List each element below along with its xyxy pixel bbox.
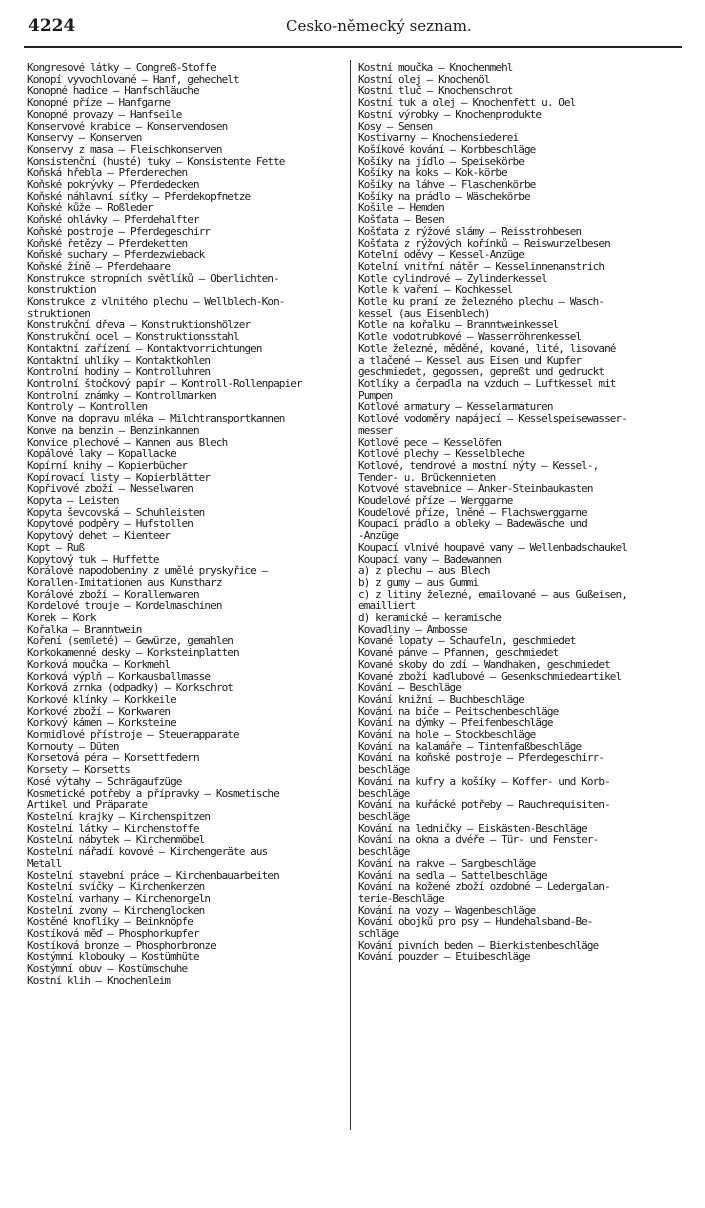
index-entry: Kopytový tuk — Huffette [27, 553, 159, 566]
index-entry: Košťata z rýžových kořínků — Reiswurzelbesen [358, 237, 610, 250]
index-entry: Kotlové, tendrové a mostní nýty — Kessel-, [358, 459, 599, 472]
index-entry: Konopné provazy — Hanfseile [27, 108, 182, 121]
index-entry: b) z gumy — aus Gummi [358, 576, 479, 589]
index-entry: a tlačené — Kessel aus Eisen und Kupfer [358, 354, 582, 367]
index-entry: Košíky na koks — Kok-körbe [358, 167, 507, 180]
index-entry: Kosé výtahy — Schrägaufzüge [27, 775, 182, 788]
index-entry: Metall [27, 857, 62, 870]
index-entry: Kostelní krajky — Kirchenspitzen [27, 811, 211, 823]
index-entry: Kované zboží kadlubové — Gesenkschmiedeartikel [358, 670, 622, 683]
index-entry: Kontrolní štočkový papír — Kontroll-Rollenpapier [27, 377, 302, 390]
index-entry: Kotlové plechy — Kesselbleche [358, 448, 524, 460]
index-entry: Kování na okna a dvéře — Tür- und Fenster- [358, 834, 599, 847]
index-entry: Kostelní varhany — Kirchenorgeln [27, 892, 211, 905]
index-entry: Korálové zboží — Korallenwaren [27, 588, 199, 601]
index-entry: Konstrukční dřeva — Konstruktionshölzer [27, 319, 251, 332]
index-entry: Kostelní zvony — Kirchenglocken [27, 904, 205, 917]
index-entry: Korková moučka — Korkmehl [27, 658, 171, 671]
index-entry: Košťata z rýžové slámy — Reisstrohbesen [358, 225, 582, 238]
index-entry: Kování na ledničky — Eiskästen-Beschläge [358, 822, 587, 835]
index-entry: Kostíková bronze — Phosphorbronze [27, 939, 216, 952]
index-entry: Kování knižní — Buchbeschläge [358, 693, 524, 706]
index-entry: Kongresové látky — Congreß-Stoffe [27, 62, 216, 74]
index-entry: Kopírovací listy — Kopierblätter [27, 471, 211, 484]
index-entry: Kování na sedla — Sattelbeschläge [358, 869, 547, 882]
index-entry: Koňské postroje — Pferdegeschirr [27, 225, 211, 238]
index-entry: Kornouty — Düten [27, 740, 119, 753]
index-entry: Košíky na láhve — Flaschenkörbe [358, 179, 536, 191]
index-entry: Korek — Kork [27, 612, 96, 624]
index-entry: Kotle železné, měděné, kované, lité, lisované [358, 342, 616, 355]
index-entry: Pumpen [358, 389, 393, 402]
index-entry: Kotelní vnitřní nátěr — Kesselinnenanstrich [358, 260, 605, 273]
index-entry: Tender- u. Brückennieten [358, 471, 496, 484]
column-divider [350, 60, 351, 1130]
index-entry: Konopí vyvochlované — Hanf, gehechelt [27, 73, 239, 86]
index-entry: a) z plechu — aus Blech [358, 565, 490, 577]
index-entry: Koňské žíně — Pferdehaare [27, 260, 171, 273]
index-entry: Košťata — Besen [358, 214, 444, 226]
index-entry: Konve na dopravu mléka — Milchtransportkannen [27, 413, 285, 425]
index-entry: Kování na kožené zboží ozdobné — Ledergalan- [358, 881, 610, 893]
index-entry: Kování na dýmky — Pfeifenbeschläge [358, 717, 553, 730]
index-entry: Koňské ohlávky — Pferdehalfter [27, 214, 199, 226]
index-entry: Kontrolní známky — Kontrollmarken [27, 389, 216, 402]
index-entry: Kosmetické potřeby a přípravky — Kosmetische [27, 787, 279, 800]
page-header [28, 16, 678, 42]
index-entry: Kování na biče — Peitschenbeschläge [358, 705, 559, 718]
index-entry: Korkové zboží — Korkwaren [27, 705, 171, 718]
index-entry: Kotle cylindrové — Zylinderkessel [358, 272, 547, 285]
index-entry: Kontaktní zařízení — Kontaktvorrichtungen [27, 342, 262, 355]
index-entry: Kostní výrobky — Knochenprodukte [358, 108, 542, 121]
index-entry: Konopné příze — Hanfgarne [27, 97, 171, 109]
index-entry: Koňská hřebla — Pferderechen [27, 167, 188, 180]
right-column [358, 62, 684, 963]
index-entry: Kování na hole — Stockbeschläge [358, 729, 536, 741]
index-entry: Kostěné knoflíky — Beinknöpfe [27, 916, 193, 929]
index-entry: Korkové klínky — Korkkeile [27, 693, 176, 706]
index-entry: Korkový kámen — Korksteine [27, 717, 176, 730]
index-entry: Košile — Hemden [358, 202, 444, 215]
index-entry: Kování na vozy — Wagenbeschläge [358, 904, 536, 917]
index-entry: Kordelové trouje — Kordelmaschinen [27, 600, 222, 613]
index-entry: Koření (semleté) — Gewürze, gemahlen [27, 635, 234, 648]
left-column [27, 62, 345, 987]
index-entry: Kotle na kořalku — Branntweinkessel [358, 319, 559, 332]
index-entry: Korsety — Korsetts [27, 764, 131, 776]
index-entry: geschmiedet, gegossen, gepreßt und gedruckt [358, 366, 605, 378]
index-entry: Kontaktní uhlíky — Kontaktkohlen [27, 354, 211, 367]
index-entry: Kované pánve — Pfannen, geschmiedet [358, 647, 559, 659]
index-entry: Koňské suchary — Pferdezwieback [27, 249, 205, 261]
index-entry: terie-Beschläge [358, 892, 444, 905]
index-entry: d) keramické — keramische [358, 612, 502, 624]
index-entry: Konvice plechové — Kannen aus Blech [27, 436, 228, 449]
index-entry: Kotlové pece — Kesselöfen [358, 436, 502, 449]
page-title: Cesko-německý seznam. [286, 17, 472, 35]
index-entry: Kování na kuřácké potřeby — Rauchrequisiten- [358, 799, 610, 811]
index-entry: Konstrukce stropních světlíků — Oberlichten- [27, 272, 279, 285]
index-entry: Kostelní stavební práce — Kirchenbauarbeiten [27, 869, 279, 882]
index-entry: Konsistenční (husté) tuky — Konsistente Fette [27, 155, 285, 168]
index-entry: Kopřivové zboží — Nesselwaren [27, 483, 193, 496]
index-entry: Koňské pokrývky — Pferdedecken [27, 179, 199, 191]
index-entry: Kostní olej — Knochenöl [358, 73, 490, 86]
index-entry: Kopt — Ruß [27, 541, 85, 554]
index-entry: Kované skoby do zdí — Wandhaken, geschmiedet [358, 658, 610, 671]
index-entry: Kosy — Sensen [358, 120, 433, 133]
index-entry: Konve na benzin — Benzinkannen [27, 424, 199, 437]
index-entry: Koudelové příze, lněné — Flachswerggarne [358, 506, 587, 519]
index-entry: c) z litiny železné, emailované — aus Gußeisen, [358, 588, 627, 601]
index-entry: Kopytový dehet — Kienteer [27, 530, 171, 542]
index-entry: beschläge [358, 764, 410, 776]
index-entry: emailliert [358, 600, 416, 613]
index-entry: Kování na rakve — Sargbeschläge [358, 857, 536, 870]
header-rule [24, 46, 682, 48]
index-entry: Kotvové stavebnice — Anker-Steinbaukasten [358, 483, 593, 496]
index-entry: Košíky na prádlo — Wäschekörbe [358, 190, 530, 203]
index-entry: Kořalka — Branntwein [27, 623, 142, 636]
index-entry: Kování — Beschläge [358, 682, 462, 694]
index-entry: Kopyta ševcovská — Schuhleisten [27, 506, 205, 519]
index-entry: Kopytové podpěry — Hufstollen [27, 518, 193, 531]
index-entry: beschläge [358, 787, 410, 800]
index-entry: Kovadliny — Ambosse [358, 623, 467, 636]
index-entry: Konstrukce z vlnitého plechu — Wellblech-Kon- [27, 296, 285, 308]
index-entry: Kontroly — Kontrollen [27, 401, 148, 414]
index-entry: Korálové napodobeniny z umělé pryskyřice — [27, 565, 268, 577]
index-entry: Konservy — Konserven [27, 132, 142, 144]
index-entry: Konstrukční ocel — Konstruktionsstahl [27, 331, 239, 343]
index-entry: Kotlíky a čerpadla na vzduch — Luftkessel mit [358, 377, 616, 390]
index-entry: Kostíková měď — Phosphorkupfer [27, 928, 199, 940]
index-entry: Kotlové vodoměry napájecí — Kesselspeisewasser- [358, 413, 627, 425]
index-entry: Kování na koňské postroje — Pferdegeschirr- [358, 752, 605, 765]
index-entry: Artikel und Präparate [27, 799, 148, 811]
index-entry: Korková výplň — Korkausballmasse [27, 670, 211, 683]
index-entry: Kostýmní klobouky — Kostümhüte [27, 951, 199, 964]
index-entry: Kostelní nábytek — Kirchenmöbel [27, 834, 205, 847]
index-entry: Kopálové laky — Kopallacke [27, 448, 176, 460]
index-entry: Košíkové kování — Korbbeschläge [358, 143, 536, 156]
index-entry: Kotelní oděvy — Kessel-Anzüge [358, 249, 524, 261]
index-entry: Koupací vlnivé houpavé vany — Wellenbadschaukel [358, 541, 627, 554]
index-entry: Konservy z masa — Fleischkonserven [27, 143, 222, 156]
index-entry: messer [358, 424, 393, 437]
index-entry: konstruktion [27, 284, 96, 297]
index-entry: Kostní tluč — Knochenschrot [358, 85, 513, 98]
index-entry: -Anzüge [358, 530, 399, 542]
index-entry: Kování pivních beden — Bierkistenbeschläge [358, 939, 599, 952]
index-entry: Kování obojků pro psy — Hundehalsband-Be- [358, 916, 593, 929]
index-entry: Korsetová péra — Korsettfedern [27, 752, 199, 765]
index-entry: Kované lopaty — Schaufeln, geschmiedet [358, 635, 576, 648]
index-entry: Kování pouzder — Etuibeschläge [358, 951, 530, 964]
index-entry: Kostní tuk a olej — Knochenfett u. Oel [358, 97, 576, 109]
index-entry: Kostelní nářadí kovové — Kirchengeräte aus [27, 846, 268, 858]
index-entry: beschläge [358, 846, 410, 858]
index-entry: beschläge [358, 811, 410, 823]
index-entry: Korallen-Imitationen aus Kunstharz [27, 576, 222, 589]
index-entry: Kostní moučka — Knochenmehl [358, 62, 513, 74]
index-entry: Korkokamenné desky — Korksteinplatten [27, 647, 239, 659]
index-entry: Koudelové příze — Werggarne [358, 495, 513, 507]
page-number: 4224 [28, 16, 76, 36]
index-entry: Konservové krabice — Konservendosen [27, 120, 228, 133]
index-entry: schläge [358, 928, 399, 940]
index-entry: Koupací vany — Badewannen [358, 553, 502, 566]
index-entry: Kotle vodotrubkové — Wasserröhrenkessel [358, 331, 582, 343]
index-entry: Koňské řetězy — Pferdeketten [27, 237, 188, 250]
index-entry: Koupací prádlo a obleky — Badewäsche und [358, 518, 587, 531]
index-entry: Kormidlové přístroje — Steuerapparate [27, 729, 239, 741]
index-entry: Kotle ku praní ze železného plechu — Wasch- [358, 296, 605, 308]
index-entry: Kotlové armatury — Kesselarmaturen [358, 401, 553, 414]
index-entry: Korková zrnka (odpadky) — Korkschrot [27, 682, 234, 694]
index-entry: Kostivarny — Knochensiederei [358, 132, 519, 144]
index-entry: Konopné hadice — Hanfschläuche [27, 85, 199, 98]
index-entry: Kování na kalamáře — Tintenfaßbeschläge [358, 740, 582, 753]
index-entry: kessel (aus Eisenblech) [358, 307, 490, 320]
index-entry: Kostní klih — Knochenleim [27, 974, 171, 987]
index-entry: Koňské kůže — Roßleder [27, 202, 153, 215]
index-entry: Kování na kufry a košíky — Koffer- und Korb- [358, 775, 610, 788]
index-entry: Kostýmní obuv — Kostümschuhe [27, 963, 188, 975]
index-entry: Kopyta — Leisten [27, 495, 119, 507]
index-entry: Kopírní knihy — Kopierbücher [27, 459, 188, 472]
index-entry: Koňské náhlavní síťky — Pferdekopfnetze [27, 190, 251, 203]
index-entry: Kostelní látky — Kirchenstoffe [27, 822, 199, 835]
index-entry: Kostelní svíčky — Kirchenkerzen [27, 881, 205, 893]
index-entry: Kotle k vaření — Kochkessel [358, 284, 513, 297]
index-entry: struktionen [27, 307, 90, 320]
index-entry: Košíky na jídlo — Speisekörbe [358, 155, 524, 168]
index-entry: Kontrolní hodiny — Kontrolluhren [27, 366, 211, 378]
